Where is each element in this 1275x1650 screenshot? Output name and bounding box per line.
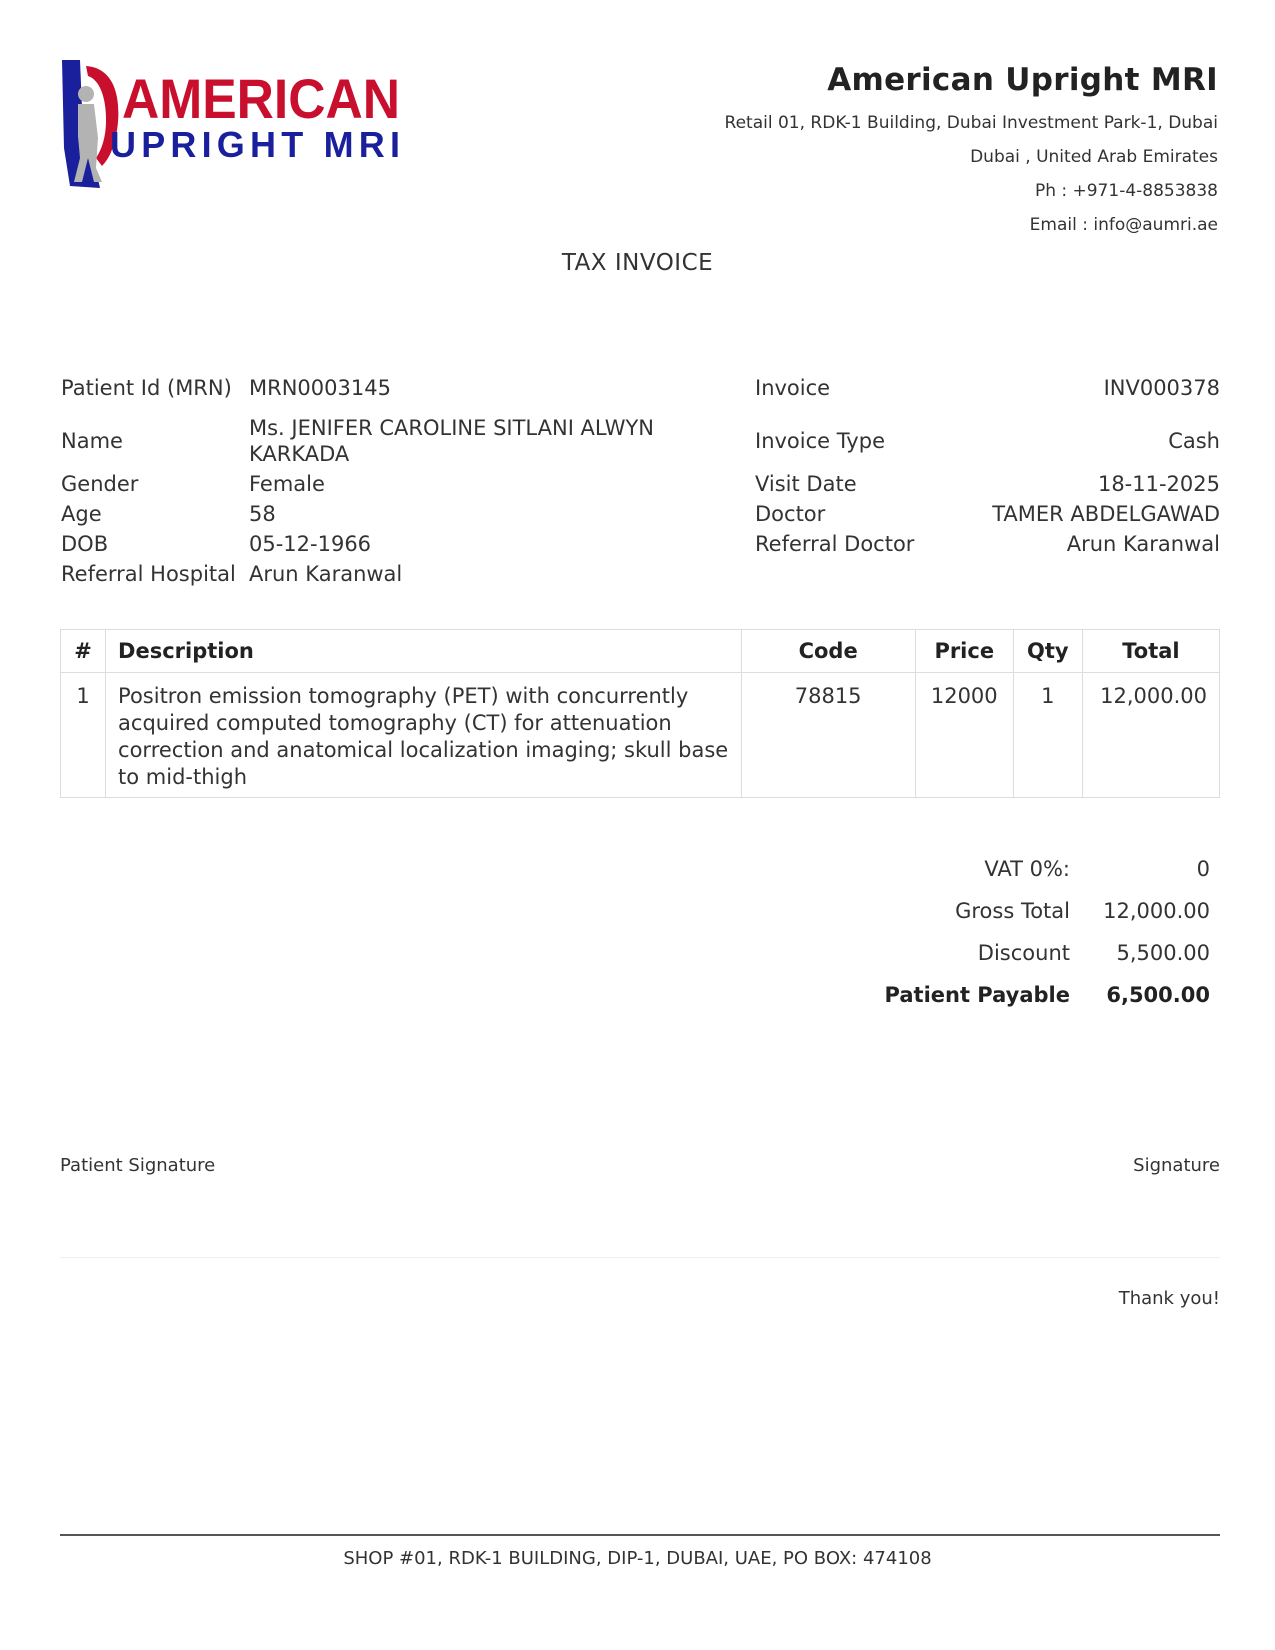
patient-name-label: Name	[61, 429, 123, 453]
referral-hospital-row	[61, 559, 701, 589]
discount-label: Discount	[977, 941, 1070, 965]
invoice-type-row	[755, 413, 1220, 469]
visit-date-value: 18-11-2025	[1097, 472, 1220, 496]
doctor-label: Doctor	[755, 502, 826, 526]
discount-value: 5,500.00	[1116, 941, 1210, 965]
gender-label: Gender	[61, 472, 139, 496]
vat-label: VAT 0%:	[984, 857, 1070, 881]
dob-row	[61, 529, 701, 559]
dob-value: 05-12-1966	[249, 532, 372, 556]
gross-total-label: Gross Total	[955, 899, 1070, 923]
patient-payable-value: 6,500.00	[1106, 983, 1210, 1007]
row-code: 78815	[741, 673, 915, 798]
invoice-number-value: INV000378	[1103, 376, 1220, 400]
patient-id-label: Patient Id (MRN)	[61, 376, 232, 400]
patient-payable-row	[885, 974, 1210, 1016]
divider	[60, 1257, 1220, 1258]
table-header-row	[61, 630, 1220, 673]
document-title: TAX INVOICE	[561, 250, 714, 276]
referral-doctor-value: Arun Karanwal	[1066, 532, 1220, 556]
footer-address: SHOP #01, RDK-1 BUILDING, DIP-1, DUBAI, UAE, PO BOX: 474108	[343, 1548, 932, 1569]
gross-total-row	[885, 890, 1210, 932]
age-value: 58	[249, 502, 276, 526]
doctor-value: TAMER ABDELGAWAD	[992, 502, 1220, 526]
gross-total-value: 12,000.00	[1103, 899, 1210, 923]
company-name: American Upright MRI	[827, 62, 1218, 98]
footer-divider	[60, 1534, 1220, 1536]
patient-name-row	[61, 413, 701, 469]
referral-hospital-label: Referral Hospital	[61, 562, 236, 586]
visit-date-label: Visit Date	[755, 472, 857, 496]
company-email: Email : info@aumri.ae	[1029, 215, 1218, 235]
age-row	[61, 499, 701, 529]
company-address-line2: Dubai , United Arab Emirates	[970, 147, 1218, 167]
age-label: Age	[61, 502, 102, 526]
company-address-line1: Retail 01, RDK-1 Building, Dubai Investment Park-1, Dubai	[724, 113, 1218, 133]
patient-payable-label: Patient Payable	[884, 983, 1070, 1007]
row-description: Positron emission tomography (PET) with concurrently acquired computed tomography (CT) for attenuation correction and anatomical localization imaging; skull base to mid-thigh	[106, 673, 742, 798]
header-num: #	[61, 630, 106, 673]
row-qty: 1	[1013, 673, 1082, 798]
signature-label: Signature	[1133, 1155, 1220, 1176]
doctor-row	[755, 499, 1220, 529]
invoice-type-value: Cash	[1168, 429, 1220, 453]
patient-id-row	[61, 363, 701, 413]
row-total: 12,000.00	[1082, 673, 1219, 798]
company-phone: Ph : +971-4-8853838	[1034, 181, 1218, 201]
vat-row	[885, 848, 1210, 890]
patient-id-value: MRN0003145	[249, 376, 391, 400]
referral-doctor-label: Referral Doctor	[755, 532, 915, 556]
header-description: Description	[106, 630, 742, 673]
company-info	[725, 62, 1218, 242]
table-row	[61, 673, 1220, 798]
dob-label: DOB	[61, 532, 109, 556]
gender-row	[61, 469, 701, 499]
thank-you-text: Thank you!	[1118, 1288, 1220, 1309]
gender-value: Female	[249, 472, 325, 496]
invoice-info	[755, 363, 1220, 559]
patient-signature-label: Patient Signature	[60, 1155, 216, 1176]
invoice-number-label: Invoice	[755, 376, 831, 400]
vat-value: 0	[1196, 857, 1210, 881]
header-total: Total	[1082, 630, 1219, 673]
patient-name-value: Ms. JENIFER CAROLINE SITLANI ALWYN KARKADA	[249, 416, 654, 466]
company-logo	[60, 58, 405, 193]
logo-graphic	[60, 58, 405, 193]
invoice-number-row	[755, 363, 1220, 413]
patient-info	[61, 363, 701, 589]
invoice-type-label: Invoice Type	[755, 429, 885, 453]
visit-date-row	[755, 469, 1220, 499]
header-code: Code	[741, 630, 915, 673]
discount-row	[885, 932, 1210, 974]
header-price: Price	[915, 630, 1013, 673]
row-num: 1	[61, 673, 106, 798]
referral-hospital-value: Arun Karanwal	[249, 562, 403, 586]
referral-doctor-row	[755, 529, 1220, 559]
logo-line2: UPRIGHT MRI	[110, 124, 400, 165]
items-table	[60, 629, 1220, 798]
header-qty: Qty	[1013, 630, 1082, 673]
logo-line1: AMERICAN	[122, 67, 400, 130]
totals-block	[885, 848, 1210, 1016]
row-price: 12000	[915, 673, 1013, 798]
